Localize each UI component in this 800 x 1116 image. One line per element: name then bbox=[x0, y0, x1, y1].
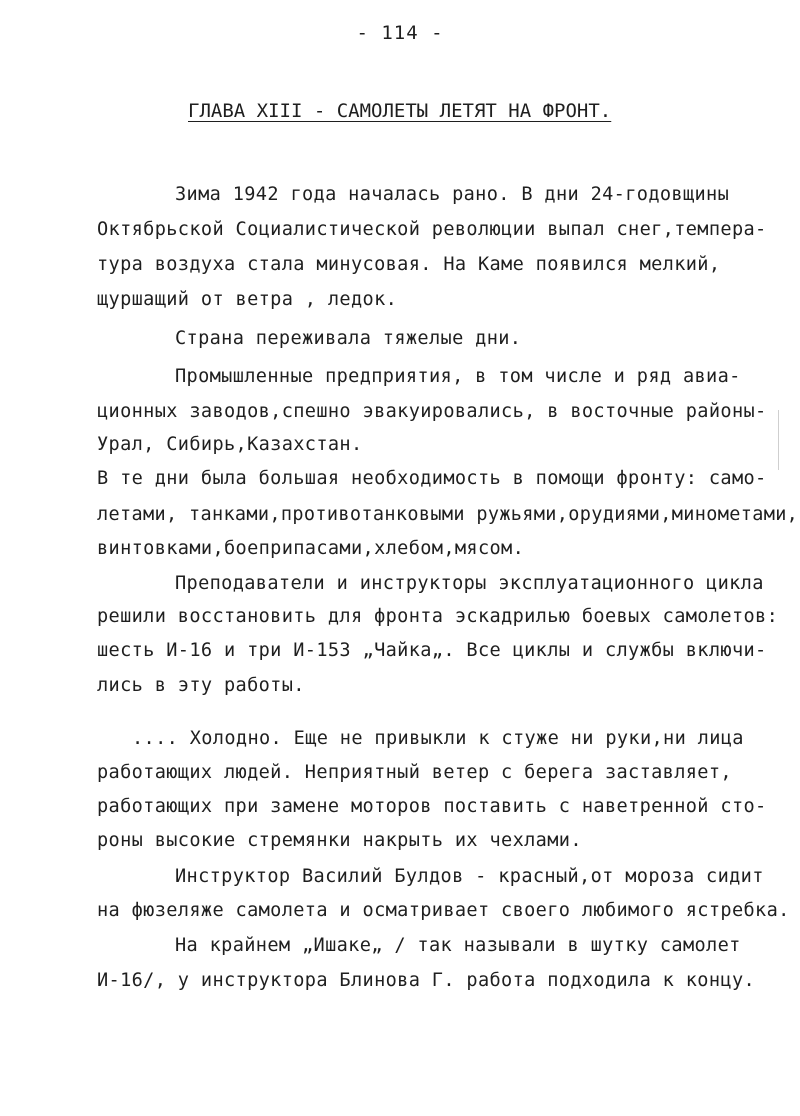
text-line: ционных заводов,спешно эвакуировались, в восточные районы- bbox=[97, 401, 767, 422]
text-line: винтовками,боеприпасами,хлебом,мясом. bbox=[97, 538, 525, 559]
text-line: роны высокие стремянки накрыть их чехлами. bbox=[97, 830, 582, 851]
text-line: На крайнем „Ишаке„ / так называли в шутку самолет bbox=[175, 935, 741, 956]
text-line: В те дни была большая необходимость в помощи фронту: само- bbox=[97, 468, 767, 489]
text-line: работающих людей. Неприятный ветер с берега заставляет, bbox=[97, 762, 732, 783]
text-line: Октябрьской Социалистической революции выпал снег,темпера- bbox=[97, 219, 767, 240]
margin-mark bbox=[778, 410, 781, 470]
text-line: тура воздуха стала минусовая. На Каме появился мелкий, bbox=[97, 254, 721, 275]
text-line: Промышленные предприятия, в том числе и ряд авиа- bbox=[175, 366, 741, 387]
text-line: .... Холодно. Еще не привыкли к стуже ни руки,ни лица bbox=[132, 728, 744, 749]
page-number: - 114 - bbox=[356, 22, 444, 44]
text-line: Преподаватели и инструкторы эксплуатационного цикла bbox=[175, 573, 764, 594]
text-line: Урал, Сибирь,Казахстан. bbox=[97, 434, 363, 455]
chapter-title: ГЛАВА XIII - САМОЛЕТЫ ЛЕТЯТ НА ФРОНТ. bbox=[188, 100, 612, 122]
text-line: летами, танками,противотанковыми ружьями,орудиями,минометами, bbox=[97, 504, 799, 525]
text-line: щуршащий от ветра , ледок. bbox=[97, 289, 398, 310]
text-line: Инструктор Василий Булдов - красный,от мороза сидит bbox=[175, 866, 764, 887]
text-line: Зима 1942 года началась рано. В дни 24-годовщины bbox=[175, 184, 730, 205]
text-line: И-16/, у инструктора Блинова Г. работа подходила к концу. bbox=[97, 970, 756, 991]
text-line: работающих при замене моторов поставить с наветренной сто- bbox=[97, 796, 767, 817]
text-line: шесть И-16 и три И-153 „Чайка„. Все циклы и службы включи- bbox=[97, 640, 767, 661]
text-line: лись в эту работы. bbox=[97, 675, 305, 696]
text-line: решили восстановить для фронта эскадрилью боевых самолетов: bbox=[97, 606, 779, 627]
text-line: Страна переживала тяжелые дни. bbox=[175, 328, 522, 349]
text-line: на фюзеляже самолета и осматривает своего любимого ястребка. bbox=[97, 900, 790, 921]
